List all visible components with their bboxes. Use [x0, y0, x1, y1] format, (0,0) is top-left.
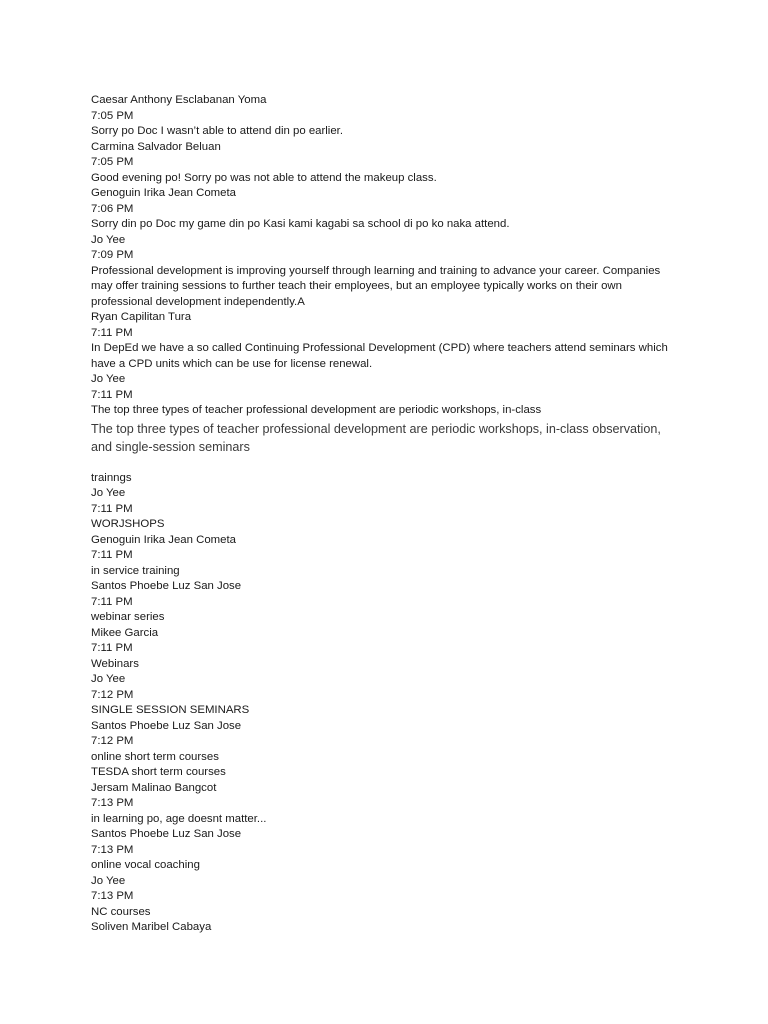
transcript-line: Ryan Capilitan Tura — [91, 311, 192, 323]
transcript-line: Genoguin Irika Jean Cometa — [91, 187, 236, 199]
transcript-line: Santos Phoebe Luz San Jose — [91, 580, 242, 592]
transcript-line: Jo Yee — [91, 373, 126, 385]
transcript-line: 7:13 PM — [91, 890, 134, 902]
transcript-line: 7:13 PM — [91, 843, 134, 856]
transcript-line: The top three types of teacher professional development are periodic workshops, in-class — [91, 404, 542, 416]
transcript-line: TESDA short term courses — [91, 766, 226, 778]
transcript-line: 7:05 PM — [91, 156, 134, 168]
transcript-line: Sorry po Doc I wasn’t able to attend din po earlier. — [91, 125, 344, 137]
transcript-line: Caesar Anthony Esclabanan Yoma — [91, 94, 267, 106]
transcript-line: 7:11 PM — [91, 388, 133, 401]
transcript-line: webinar series — [91, 611, 165, 623]
transcript-after-quote — [91, 471, 671, 936]
transcript-line: Jo Yee — [91, 487, 126, 499]
transcript-before-quote — [91, 93, 671, 419]
transcript-line: 7:11 PM — [91, 595, 133, 608]
transcript-line: Santos Phoebe Luz San Jose — [91, 828, 242, 840]
transcript-line: 7:11 PM — [91, 642, 133, 654]
transcript-line: Jo Yee — [91, 874, 126, 887]
transcript-line: Good evening po! Sorry po was not able to attend the makeup class. — [91, 171, 437, 184]
transcript-line: Carmina Salvador Beluan — [91, 140, 221, 153]
transcript-line: Genoguin Irika Jean Cometa — [91, 533, 236, 546]
transcript-line: in service training — [91, 564, 180, 577]
transcript-line: Santos Phoebe Luz San Jose — [91, 719, 242, 732]
chat-transcript-page — [91, 93, 671, 936]
transcript-line: online vocal coaching — [91, 859, 200, 871]
transcript-line: NC courses — [91, 905, 151, 918]
transcript-line: 7:05 PM — [91, 109, 134, 122]
transcript-line: Jo Yee — [91, 233, 126, 246]
transcript-line: Jo Yee — [91, 673, 126, 685]
transcript-line: 7:06 PM — [91, 202, 134, 215]
transcript-line: Professional development is improving yourself through learning and training to advance your career. Companies may offer training sessions to further teach their employees, but an employee typically works on their own professional development independently.A — [91, 264, 661, 308]
transcript-line: Soliven Maribel Cabaya — [91, 921, 212, 933]
transcript-line: Jersam Malinao Bangcot — [91, 781, 217, 794]
transcript-line: 7:11 PM — [91, 326, 133, 339]
transcript-line: 7:12 PM — [91, 688, 134, 701]
transcript-line: Webinars — [91, 657, 139, 670]
transcript-line: 7:13 PM — [91, 797, 134, 809]
transcript-line: online short term courses — [91, 750, 219, 763]
transcript-line: 7:09 PM — [91, 249, 134, 261]
transcript-line: Sorry din po Doc my game din po Kasi kami kagabi sa school di po ko naka attend. — [91, 218, 510, 230]
transcript-line: SINGLE SESSION SEMINARS — [91, 704, 250, 716]
transcript-line: Mikee Garcia — [91, 626, 159, 639]
transcript-line: in learning po, age doesnt matter... — [91, 812, 267, 825]
transcript-line: WORJSHOPS — [91, 518, 165, 530]
transcript-line: 7:11 PM — [91, 502, 133, 515]
highlighted-quote: The top three types of teacher professional development are periodic workshops, in-class observation, and single-session seminars — [91, 421, 661, 454]
transcript-line: trainngs — [91, 471, 132, 484]
transcript-line: In DepEd we have a so called Continuing Professional Development (CPD) where teachers attend seminars which have a CPD units which can be use for license renewal. — [91, 342, 668, 370]
transcript-line: 7:11 PM — [91, 549, 133, 561]
transcript-line: 7:12 PM — [91, 735, 134, 747]
